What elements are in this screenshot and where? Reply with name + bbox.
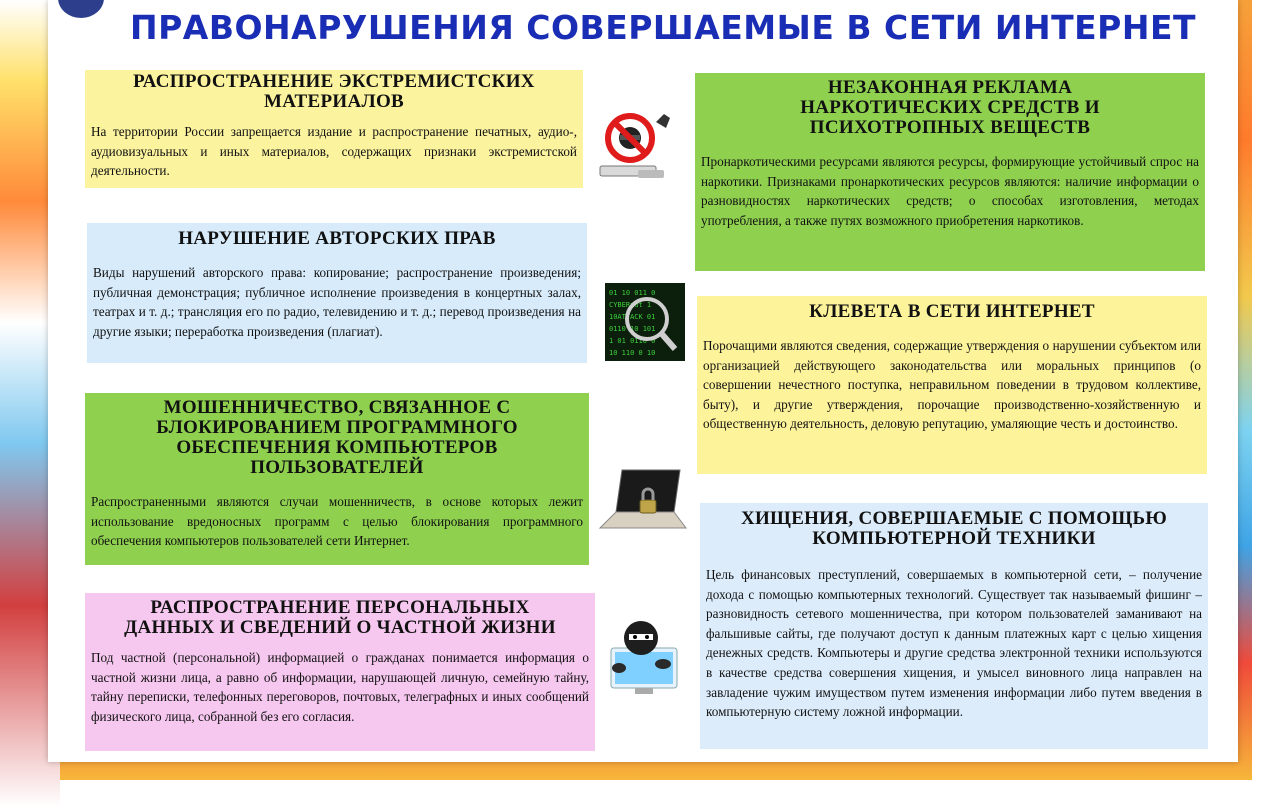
- card-text: Под частной (персональной) информацией о гражданах понимается информация о частной жизни лица, а равно об информации, нарушающей личную, семейную тайну, тайну переписки, телефонных переговоров, почтовых, телеграфных и иных сообщений физического лица, собранной без его согласия.: [91, 650, 589, 724]
- card-copyright: [87, 223, 587, 363]
- locked-laptop-icon: [596, 466, 688, 536]
- card-theft: [700, 503, 1208, 749]
- card-drugs: [695, 73, 1205, 271]
- prohibited-hacker-icon: [594, 108, 686, 186]
- card-heading: НАРУШЕНИЕ АВТОРСКИХ ПРАВ: [178, 228, 496, 249]
- svg-text:1 01 0110 0: 1 01 0110 0: [609, 337, 656, 345]
- card-text: Пронаркотическими ресурсами являются ресурсы, формирующие устойчивый спрос на наркотики. Признаками пронаркотических ресурсов являются: наличие информации о разновидностях наркотических средств; о способах изготовления, методах употребления, а также путях возможного приобретения наркотиков.: [701, 154, 1199, 228]
- cyber-attack-icon: [605, 283, 685, 361]
- card-heading: НЕЗАКОННАЯ РЕКЛАМА НАРКОТИЧЕСКИХ СРЕДСТВ И ПСИХОТРОПНЫХ ВЕЩЕСТВ: [800, 77, 1100, 138]
- svg-text:0110 10 101: 0110 10 101: [609, 325, 656, 333]
- card-text: Порочащими являются сведения, содержащие утверждения о нарушении субъектом или организацией действующего законодательства или моральных принципов (о совершении нечестного поступка, неправильном поведении в трудовом коллективе, быту), и другие утверждения, порочащие производственно-хозяйственную и общественную деятельность, деловую репутацию, умаляющие честь и достоинство.: [703, 338, 1201, 432]
- thief-computer-icon: [605, 618, 687, 700]
- card-slander: [697, 296, 1207, 474]
- card-heading: МОШЕННИЧЕСТВО, СВЯЗАННОЕ С БЛОКИРОВАНИЕМ ПРОГРАММНОГО ОБЕСПЕЧЕНИЯ КОМПЬЮТЕРОВ ПОЛЬЗОВАТЕЛЕЙ: [156, 397, 518, 478]
- card-heading: РАСПРОСТРАНЕНИЕ ПЕРСОНАЛЬНЫХ ДАННЫХ И СВЕДЕНИЙ О ЧАСТНОЙ ЖИЗНИ: [124, 597, 556, 638]
- svg-text:10ATTACK 01: 10ATTACK 01: [609, 313, 656, 321]
- card-heading: КЛЕВЕТА В СЕТИ ИНТЕРНЕТ: [809, 301, 1095, 322]
- card-heading: ХИЩЕНИЯ, СОВЕРШАЕМЫЕ С ПОМОЩЬЮ КОМПЬЮТЕРНОЙ ТЕХНИКИ: [740, 508, 1168, 549]
- svg-text:10 110 0 10: 10 110 0 10: [609, 349, 656, 357]
- card-heading: РАСПРОСТРАНЕНИЕ ЭКСТРЕМИСТСКИХ МАТЕРИАЛОВ: [133, 71, 535, 112]
- page-title: ПРАВОНАРУШЕНИЯ СОВЕРШАЕМЫЕ В СЕТИ ИНТЕРНЕТ: [130, 8, 1197, 47]
- card-text: Распространенными являются случаи мошенничеств, в основе которых лежит использование вредоносных программ с целью блокирования программного обеспечения компьютеров пользователей сети Интернет.: [91, 494, 583, 549]
- card-text: На территории России запрещается издание и распространение печатных, аудио-, аудиовизуальных и иных материалов, содержащих признаки экстремистской деятельности.: [91, 124, 577, 179]
- card-text: Цель финансовых преступлений, совершаемых в компьютерной сети, – получение дохода с помощью компьютерных технологий. Существует так называемый фишинг – разновидность сетевого мошенничества, при котором пользователей заманивают на фальшивые сайты, где получают доступ к данным платежных карт с целью хищения денежных средств. Компьютеры и другие средства электронной техники используются в качестве средства совершения хищения, и умысел виновного лица направлен на завладение чужим имуществом путем изменения информации либо путем введения в компьютерную систему ложной информации.: [706, 567, 1202, 720]
- card-text: Виды нарушений авторского права: копирование; распространение произведения; публичная демонстрация; публичное исполнение произведения в концертных залах, театрах и т. д.; трансляция его по радио, телевидению и т. д.; перевод произведения на другие языки; переработка произведения (плагиат).: [93, 265, 581, 339]
- card-extremism: [85, 70, 583, 188]
- svg-text:01 10 011 0: 01 10 011 0: [609, 289, 656, 297]
- card-fraud: [85, 393, 589, 565]
- svg-text:CYBERnut 1: CYBERnut 1: [609, 301, 652, 309]
- card-personal: [85, 593, 595, 751]
